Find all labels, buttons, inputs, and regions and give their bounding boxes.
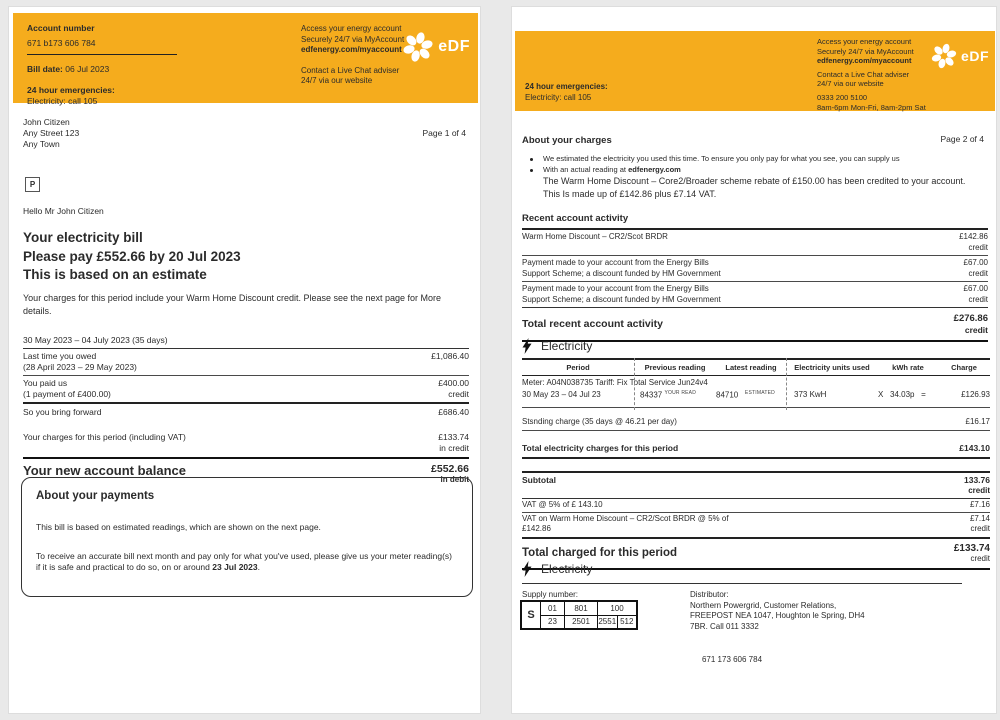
charges-notes — [522, 154, 988, 200]
kwh-rate-value: X 34.03p = — [878, 389, 926, 399]
row-label: Warm Home Discount – CR2/Scot BRDR — [522, 232, 668, 241]
supply-cell: 2501 — [572, 617, 590, 627]
account-number-divider — [27, 54, 177, 55]
row-value: £1,086.40 — [431, 351, 469, 361]
bill-date-label: Bill date: — [27, 64, 63, 74]
latest-reading-tag: ESTIMATED — [744, 389, 775, 396]
column-divider — [634, 358, 635, 410]
supply-section-heading — [522, 561, 962, 584]
distributor-line: Northern Powergrid, Customer Relations, — [690, 600, 837, 610]
latest-reading-cell — [716, 390, 786, 400]
contact-line-1: Contact a Live Chat adviser — [301, 65, 400, 75]
myaccount-url: edfenergy.com/myaccount — [817, 56, 912, 66]
electricity-charges-table — [522, 358, 990, 570]
supply-cell: 23 — [548, 617, 557, 627]
edf-logo — [400, 29, 470, 65]
row-label-2: Support Scheme; a discount funded by HM Government — [522, 294, 721, 304]
total-note: credit — [970, 553, 990, 563]
bill-page-2 — [511, 6, 997, 714]
previous-reading-value: 84337 — [640, 390, 663, 400]
total-label: Total recent account activity — [522, 318, 664, 330]
summary-row-charges — [23, 420, 469, 459]
row-value: £143.10 — [959, 442, 990, 453]
edf-logo-text: eDF — [438, 38, 470, 55]
summary-period: 30 May 2023 – 04 July 2023 (35 days) — [23, 335, 469, 349]
supply-cell: 801 — [565, 602, 597, 616]
phone-hours: 8am-6pm Mon-Fri, 8am-2pm Sat — [817, 102, 926, 112]
page2-header-banner — [515, 31, 995, 111]
distributor-label: Distributor: — [690, 590, 729, 599]
page1-header-banner — [13, 13, 478, 106]
activity-row-whd — [522, 230, 988, 256]
reading-row — [522, 389, 990, 409]
payments-para-2 — [36, 551, 456, 573]
vat-row — [522, 499, 990, 513]
row-label: So you bring forward — [23, 407, 102, 417]
row-label: Total electricity charges for this period — [522, 442, 679, 453]
row-value: £7.16 — [969, 500, 990, 510]
electricity-table-header — [522, 358, 990, 376]
access-line-2: Securely 24/7 via MyAccount — [817, 46, 914, 56]
activity-row-ebss-1 — [522, 256, 988, 282]
summary-row-paid — [23, 376, 469, 404]
electricity-section-label: Electricity — [541, 339, 593, 353]
col-period: Period — [566, 363, 590, 372]
activity-row-ebss-2 — [522, 282, 988, 308]
distributor-line: 7BR. Call 011 3332 — [690, 621, 759, 631]
emergencies-value: Electricity: call 105 — [525, 92, 592, 102]
row-note: credit — [968, 268, 988, 278]
supply-cell: 01 — [541, 602, 564, 616]
row-label-2: £142.86 — [522, 524, 551, 534]
headline-line-2: Please pay £552.66 by 20 Jul 2023 — [23, 248, 241, 264]
latest-reading-value: 84710 — [716, 390, 739, 400]
postage-mark: P — [25, 177, 40, 192]
headline-line-3: This is based on an estimate — [23, 267, 207, 282]
supply-number-label: Supply number: — [522, 590, 579, 599]
previous-reading-tag: YOUR READ — [664, 389, 697, 396]
emergencies-value: Electricity: call 105 — [27, 96, 98, 106]
edf-flower-icon — [400, 29, 436, 65]
row-note: credit — [968, 294, 988, 304]
previous-reading-cell — [634, 390, 716, 400]
total-value-block — [954, 312, 988, 336]
row-label: Stsnding charge (35 days @ 46.21 per day) — [522, 417, 677, 427]
bullet-2-text — [543, 165, 681, 175]
bullet-item-1 — [522, 154, 988, 164]
bullet-item-2 — [522, 165, 988, 175]
total-value: £552.66 — [431, 463, 469, 475]
edf-flower-icon — [929, 41, 959, 71]
supply-col-1 — [541, 602, 565, 628]
account-number-label: Account number — [27, 23, 95, 33]
myaccount-info-block — [817, 37, 926, 112]
supply-cell: 2551 — [598, 617, 617, 627]
meter-tariff-line: Meter: A04N038735 Tariff: Fix Total Service Jun24v4 — [522, 378, 708, 387]
bullet-icon — [530, 158, 533, 161]
para2-date: 23 Jul 2023 — [212, 562, 258, 572]
supply-cell: 512 — [617, 616, 637, 629]
lightning-bolt-icon — [522, 338, 532, 354]
column-divider — [786, 358, 787, 410]
supply-s-cell: S — [522, 602, 541, 628]
col-charge: Charge — [951, 363, 977, 372]
phone-number: 0333 200 5100 — [817, 92, 868, 102]
page-indicator: Page 1 of 4 — [422, 128, 466, 138]
row-note: credit — [968, 242, 988, 252]
standing-charge-row — [522, 416, 990, 431]
row-sublabel: (28 April 2023 – 29 May 2023) — [23, 362, 137, 372]
units-used-value: 373 KwH — [794, 389, 827, 399]
address-line: John Citizen — [23, 117, 70, 127]
electricity-section-heading — [522, 338, 592, 354]
para2-text: To receive an accurate bill next month and pay only for what you've used, please give us your meter reading(s) if it is safe and practical to do so, on or around — [36, 551, 452, 572]
myaccount-info-block — [301, 24, 404, 87]
intro-paragraph: Your charges for this period include your Warm Home Discount credit. Please see the next page for More details. — [23, 293, 442, 316]
supply-split-row — [598, 616, 636, 629]
access-line-1: Access your energy account — [301, 24, 402, 33]
greeting: Hello Mr John Citizen — [23, 206, 104, 216]
account-info-block — [27, 23, 177, 107]
whd-note: The Warm Home Discount – Core2/Broader scheme rebate of £150.00 has been credited to your account. This Is made up of £142.86 plus £7.14 VAT. — [543, 176, 966, 199]
row-label: VAT @ 5% of £ 143.10 — [522, 500, 603, 510]
recent-activity-table — [522, 212, 988, 342]
summary-row-bring-forward — [23, 404, 469, 420]
row-value: £133.74 — [438, 432, 469, 442]
emergencies-label: 24 hour emergencies: — [27, 85, 115, 95]
row-label-block — [23, 378, 111, 400]
row-value-block — [438, 378, 469, 400]
access-line-2: Securely 24/7 via MyAccount — [301, 34, 405, 44]
total-value: £276.86 — [953, 313, 988, 324]
total-electricity-row — [522, 443, 990, 459]
row-label: Your charges for this period (including VAT) — [23, 432, 186, 442]
distributor-line: FREEPOST NEA 1047, Houghton le Spring, DH4 — [690, 611, 865, 620]
row-label: Last time you owed — [23, 351, 97, 361]
bill-date-value: 06 Jul 2023 — [62, 64, 110, 74]
row-label: Payment made to your account from the Energy Bills — [522, 258, 709, 267]
row-label: VAT on Warm Home Discount – CR2/Scot BRDR @ 5% of — [522, 513, 729, 523]
row-value: £142.86 — [959, 232, 988, 241]
bill-date-line — [27, 64, 177, 75]
contact-line-2: 24/7 via our website — [301, 76, 373, 85]
total-label: Total charged for this period — [522, 547, 678, 560]
col-latest-reading: Latest reading — [725, 363, 777, 372]
spacer — [301, 56, 404, 66]
subtotal-block — [522, 471, 990, 571]
supply-col-3 — [598, 602, 636, 628]
row-label: Subtotal — [522, 474, 556, 485]
bullet-icon — [530, 169, 533, 172]
charge-value: £126.93 — [961, 389, 990, 399]
emergencies-block — [525, 82, 608, 103]
row-value: £16.17 — [965, 417, 990, 427]
myaccount-url: edfenergy.com/myaccount — [301, 45, 402, 54]
contact-line-2: 24/7 via our website — [817, 79, 884, 89]
edf-logo — [929, 41, 989, 71]
row-label-2: Support Scheme; a discount funded by HM Government — [522, 268, 721, 278]
lightning-bolt-icon — [522, 561, 532, 577]
col-previous-reading: Previous reading — [644, 363, 706, 372]
row-value: £67.00 — [963, 258, 988, 267]
headline-line-1: Your electricity bill — [23, 230, 143, 245]
bullet-1-text: We estimated the electricity you used this time. To ensure you only pay for what you see, you can supply us — [543, 154, 900, 163]
total-note: credit — [964, 325, 988, 335]
bullet-2-prefix: With an actual reading at — [543, 164, 629, 174]
account-summary-table — [23, 335, 469, 486]
row-value: £686.40 — [438, 407, 469, 417]
row-value: 133.76 — [964, 474, 990, 485]
charges-section-title: About your charges — [522, 135, 612, 146]
vat-whd-row — [522, 513, 990, 539]
para2-period: . — [257, 562, 260, 572]
emergencies-label: 24 hour emergencies: — [525, 82, 608, 91]
account-number-value: 671 b173 606 784 — [27, 38, 96, 48]
address-line: Any Town — [23, 139, 60, 149]
address-line: Any Street 123 — [23, 128, 80, 138]
row-note: credit — [968, 485, 990, 495]
subtotal-row — [522, 473, 990, 500]
payments-box-title: About your payments — [36, 490, 155, 502]
col-units-used: Electricity units used — [794, 363, 870, 372]
row-value: £400.00 — [438, 378, 469, 388]
distributor-block — [690, 590, 865, 632]
supply-section-label: Electricity — [541, 562, 593, 576]
row-sublabel: (1 payment of £400.00) — [23, 389, 111, 399]
bill-page-1 — [8, 6, 481, 714]
page-indicator: Page 2 of 4 — [940, 134, 984, 144]
total-note: in debit — [440, 475, 469, 484]
summary-row-last-owed — [23, 349, 469, 376]
supply-cell: 100 — [598, 602, 636, 616]
row-label: Payment made to your account from the Energy Bills — [522, 284, 709, 293]
row-label: You paid us — [23, 378, 68, 388]
total-label: Your new account balance — [23, 463, 187, 478]
row-note: in credit — [439, 443, 469, 453]
supply-number-box — [520, 600, 638, 630]
row-value: £7.14 — [969, 513, 990, 523]
contact-line-1: Contact a Live Chat adviser — [817, 69, 910, 79]
row-note: credit — [970, 524, 990, 534]
payments-para-1: This bill is based on estimated readings, which are shown on the next page. — [36, 522, 321, 532]
payments-info-box — [21, 477, 473, 597]
col-kwh-rate: kWh rate — [892, 363, 924, 372]
activity-title: Recent account activity — [522, 212, 988, 230]
access-line-1: Access your energy account — [817, 37, 912, 46]
recipient-address — [23, 117, 79, 150]
row-value: £67.00 — [963, 284, 988, 293]
row-label-block — [23, 351, 137, 373]
total-value: £133.74 — [953, 542, 990, 554]
row-value-block — [438, 432, 469, 454]
edf-logo-text: eDF — [961, 48, 989, 64]
row-note: credit — [448, 389, 469, 399]
bill-headline — [23, 229, 241, 285]
footer-account-number: 671 173 606 784 — [701, 655, 763, 664]
activity-total-row — [522, 308, 988, 342]
supply-col-2 — [565, 602, 598, 628]
bullet-2-url: edfenergy.com — [628, 164, 681, 174]
reading-period: 30 May 23 – 04 Jul 23 — [522, 389, 601, 399]
